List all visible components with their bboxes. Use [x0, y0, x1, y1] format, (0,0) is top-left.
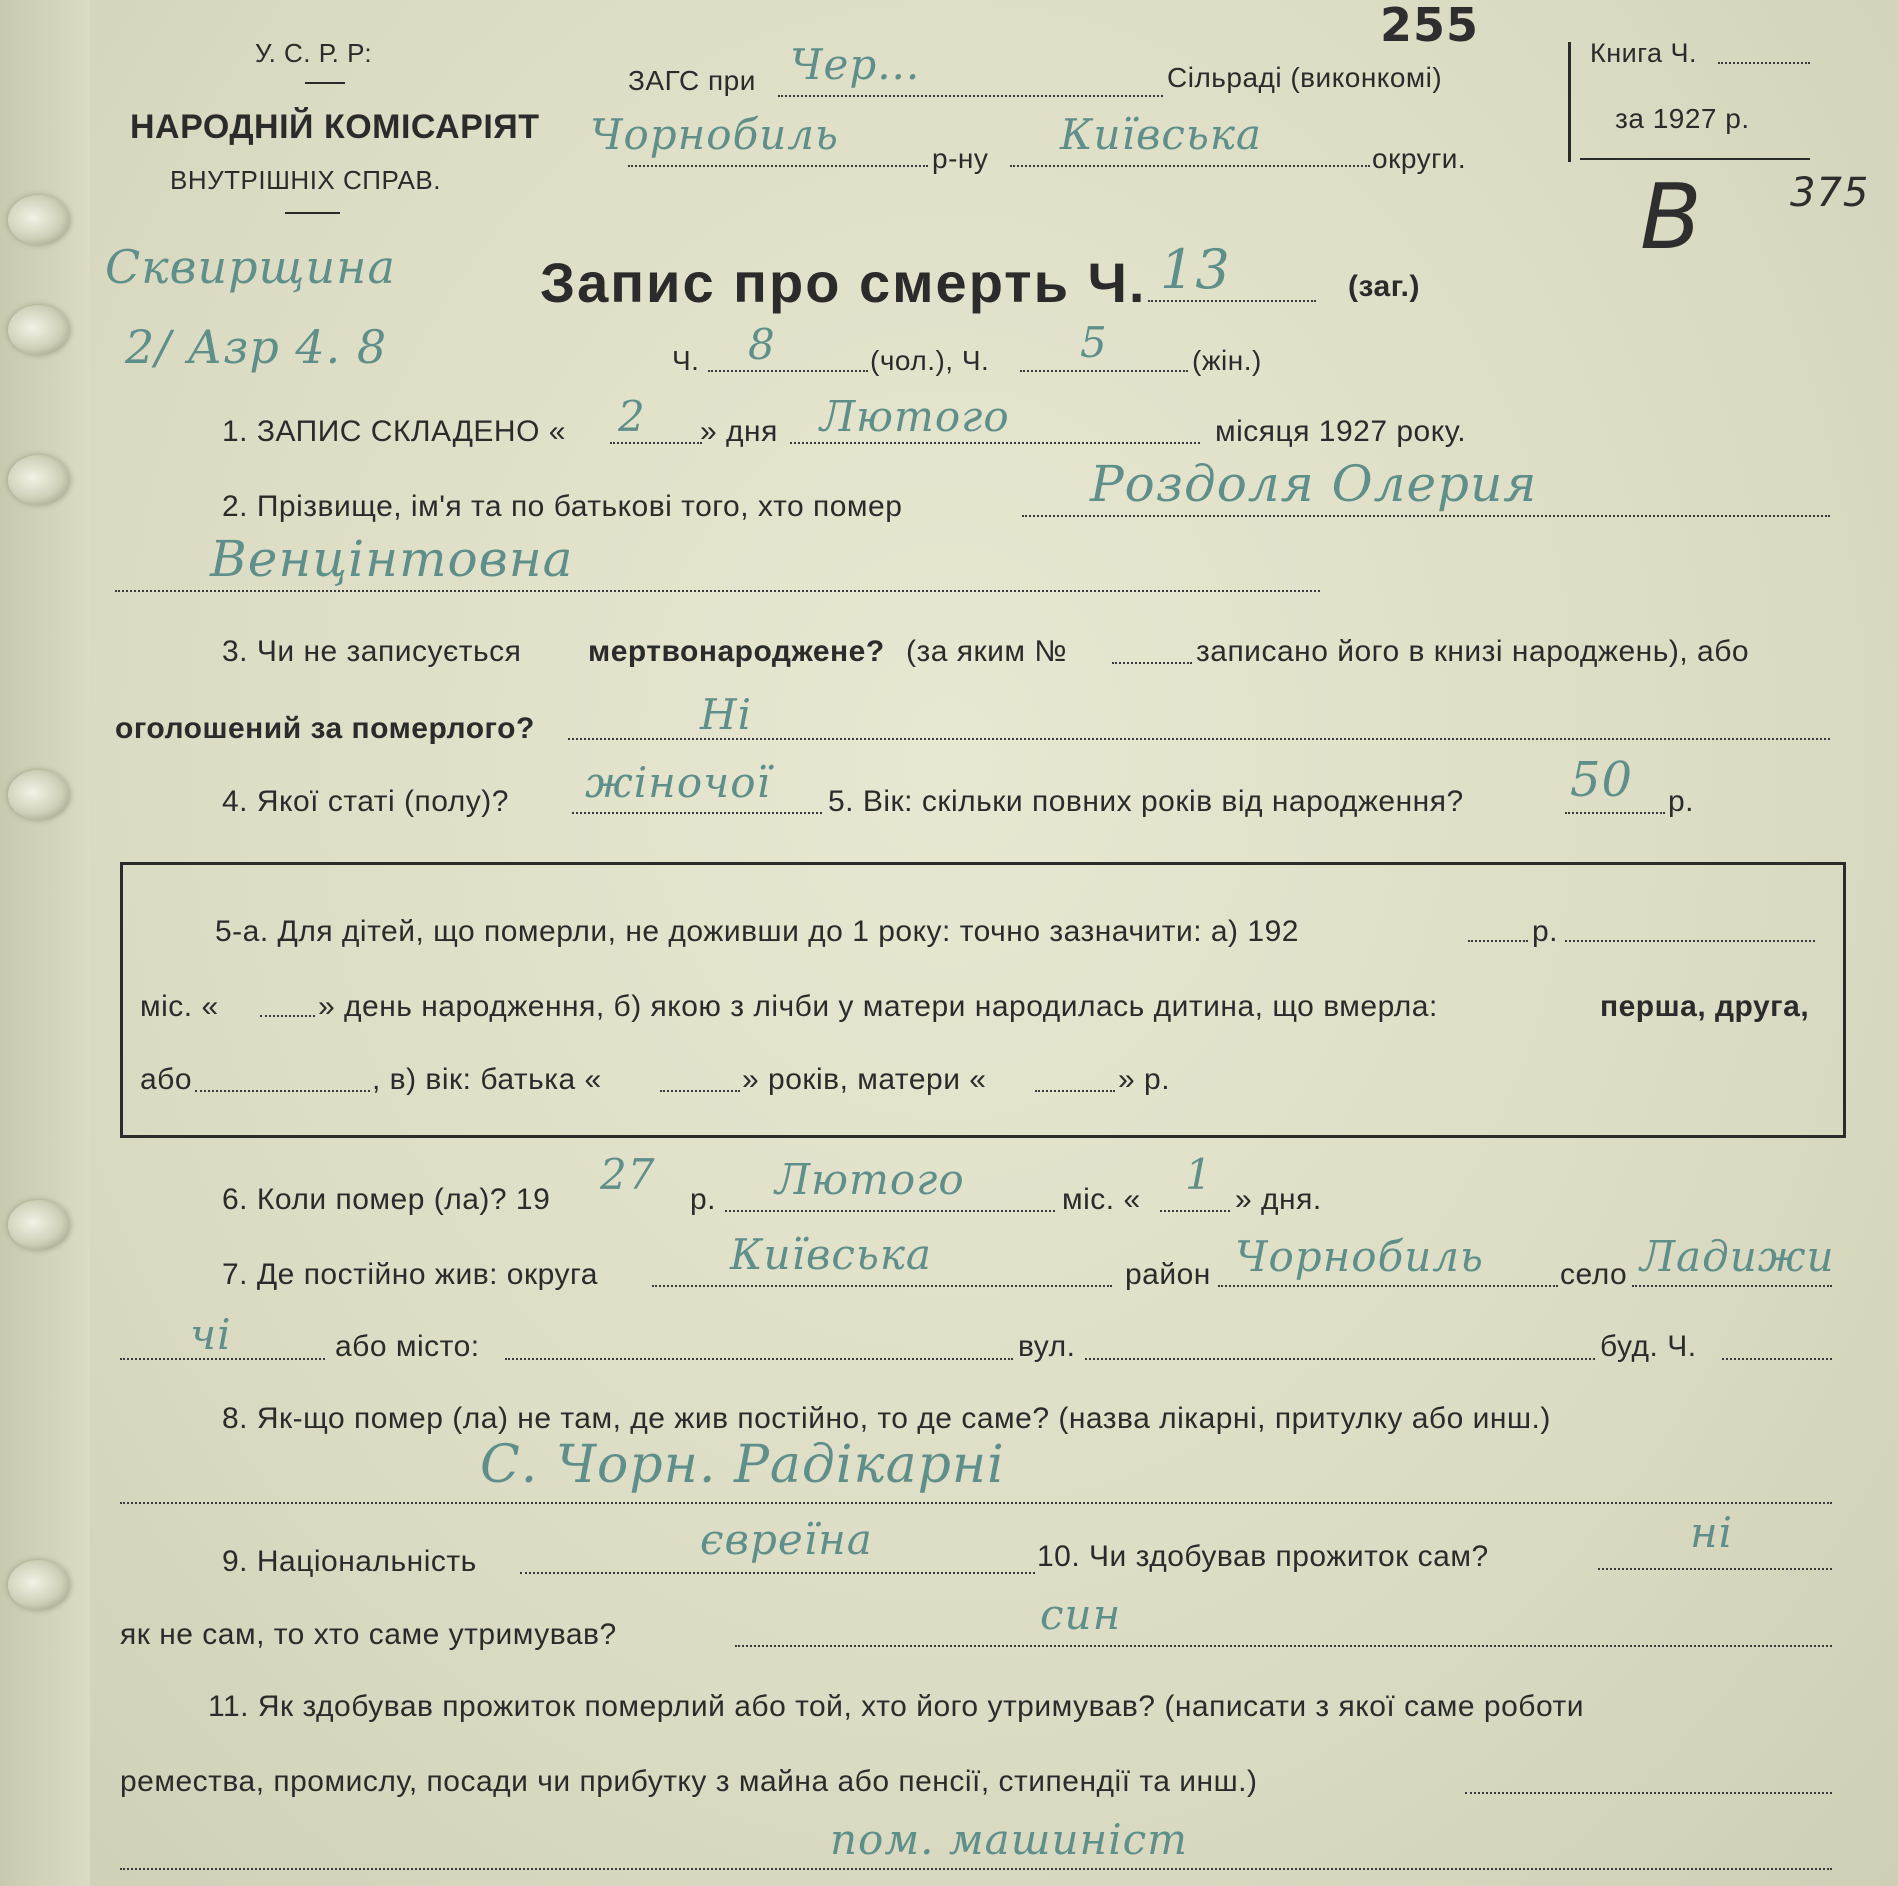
item8-value: С. Чорн. Радікарні: [480, 1435, 1005, 1495]
item5a-line2-a: міс. «: [140, 990, 219, 1023]
page-title: Запис про смерть Ч.: [540, 251, 1147, 314]
fill-line: [1632, 1285, 1832, 1287]
fill-line: [628, 165, 928, 167]
total-label: (заг.): [1348, 270, 1421, 303]
item9-value: євреїна: [700, 1515, 873, 1564]
binding-hole: [8, 770, 70, 820]
item6-b: р.: [690, 1183, 717, 1216]
divider: [285, 212, 340, 214]
okruha-value: Київська: [1060, 110, 1262, 159]
fill-line: [778, 95, 1163, 97]
male-count: 8: [748, 320, 776, 369]
item6-c: міс. «: [1062, 1183, 1141, 1216]
fill-line: [1718, 62, 1810, 64]
item10-value: ні: [1690, 1508, 1734, 1557]
item10-label: 10. Чи здобував прожиток сам?: [1037, 1540, 1489, 1573]
item5a-line1-b: р.: [1532, 915, 1559, 948]
item10b-value: син: [1040, 1590, 1122, 1639]
fill-line: [1598, 1568, 1832, 1570]
fill-line: [708, 370, 868, 372]
item6-a: 6. Коли помер (ла)? 19: [222, 1183, 551, 1216]
item5a-line2-c: перша, друга,: [1600, 990, 1810, 1023]
deceased-patronymic: Венцінтовна: [210, 530, 574, 588]
item6-month: Лютого: [775, 1155, 965, 1204]
divider: [305, 82, 345, 84]
item10b-label: як не сам, то хто саме утримував?: [120, 1618, 617, 1651]
female-label: (жін.): [1192, 345, 1262, 376]
rayon-value: Чорнобиль: [590, 110, 839, 159]
fill-line: [1468, 940, 1528, 942]
fill-line: [1722, 1358, 1832, 1360]
item5a-line3-b: , в) вік: батька «: [372, 1063, 602, 1096]
letter-mark: В: [1640, 165, 1703, 270]
male-prefix: Ч.: [672, 345, 700, 376]
fill-line: [260, 1015, 315, 1017]
margin-note: 2/ Азр 4. 8: [125, 320, 388, 374]
item7-c: село: [1560, 1258, 1628, 1291]
total-number: 13: [1160, 238, 1231, 301]
item3-b: мертвонароджене?: [588, 635, 885, 668]
item1-suffix: місяця 1927 року.: [1215, 415, 1467, 448]
item6-d: » дня.: [1235, 1183, 1322, 1216]
item7-d: або місто:: [335, 1330, 480, 1363]
item1-day: 2: [618, 392, 646, 441]
item7-selo-cont: чі: [190, 1310, 232, 1359]
divider: [1580, 158, 1810, 160]
zags-suffix: Сільраді (виконкомі): [1167, 62, 1443, 93]
fill-line: [725, 1210, 1055, 1212]
fill-line: [1085, 1358, 1595, 1360]
item2-label: 2. Прізвище, ім'я та по батькові того, хто помер: [222, 490, 903, 523]
book-label: Книга Ч.: [1590, 38, 1697, 68]
binding-hole: [8, 1560, 70, 1610]
binding-hole: [8, 195, 70, 245]
item5a-line2-b: » день народження, б) якою з лічби у матери народилась дитина, що вмерла:: [318, 990, 1438, 1023]
fill-line: [1218, 1285, 1558, 1287]
item7-f: буд. Ч.: [1600, 1330, 1697, 1363]
corner-number: 375: [1790, 170, 1870, 216]
item5-unit: р.: [1668, 785, 1695, 818]
item3-a: 3. Чи не записується: [222, 635, 522, 668]
item6-day: 1: [1185, 1150, 1213, 1199]
item3-d: записано його в книзі народжень), або: [1196, 635, 1750, 668]
fill-line: [520, 1572, 1035, 1574]
item5a-line3-c: » років, матери «: [742, 1063, 987, 1096]
fill-line: [195, 1090, 370, 1092]
item5-value: 50: [1570, 752, 1634, 808]
male-label: (чол.), Ч.: [870, 345, 990, 376]
zags-prefix: ЗАГС при: [628, 65, 756, 96]
item4-value: жіночої: [585, 758, 771, 807]
fill-line: [1020, 370, 1188, 372]
item1-mid: » дня: [700, 415, 778, 448]
item11-value: пом. машиніст: [830, 1815, 1189, 1864]
fill-line: [652, 1285, 1112, 1287]
fill-line: [120, 1502, 1832, 1504]
item1-prefix: 1. ЗАПИС СКЛАДЕНО «: [222, 415, 566, 448]
item7-e: вул.: [1018, 1330, 1076, 1363]
item6-year: 27: [600, 1150, 656, 1199]
fill-line: [120, 1868, 1832, 1870]
fill-line: [790, 442, 1200, 444]
fill-line: [115, 590, 1320, 592]
fill-line: [1160, 1210, 1230, 1212]
item3-c: (за яким №: [906, 635, 1068, 668]
female-count: 5: [1080, 318, 1108, 367]
item5a-line1: 5-а. Для дітей, що померли, не доживши до 1 року: точно зазначити: а) 192: [215, 915, 1299, 948]
binding-hole: [8, 455, 70, 505]
department-label: ВНУТРІШНІХ СПРАВ.: [170, 165, 441, 195]
selrada-value: Чер...: [790, 40, 921, 89]
item3-value: Ні: [700, 690, 753, 739]
binding-hole: [8, 305, 70, 355]
deceased-name: Роздоля Олерия: [1090, 455, 1538, 513]
fill-line: [735, 1645, 1832, 1647]
commissariat-label: НАРОДНІЙ КОМІСАРІЯТ: [130, 108, 540, 146]
fill-line: [1112, 662, 1192, 664]
fill-line: [1465, 1792, 1832, 1794]
item8-label: 8. Як-що помер (ла) не там, де жив постійно, то де саме? (назва лікарні, притулку або инш.): [222, 1402, 1551, 1435]
item3-e: оголошений за померлого?: [115, 712, 535, 745]
fill-line: [1035, 1090, 1115, 1092]
item7-b: район: [1125, 1258, 1211, 1291]
item11-line2: ремества, промислу, посади чи прибутку з майна або пенсії, стипендії та инш.): [120, 1765, 1258, 1798]
item4-label: 4. Якої статі (полу)?: [222, 785, 509, 818]
fill-line: [505, 1358, 1013, 1360]
fill-line: [568, 738, 1830, 740]
item9-label: 9. Національність: [222, 1545, 477, 1578]
item7-okruha: Київська: [730, 1230, 932, 1279]
item5-label: 5. Вік: скільки повних років від народження?: [828, 785, 1464, 818]
fill-line: [1010, 165, 1370, 167]
item7-selo: Ладижи: [1640, 1232, 1835, 1281]
fill-line: [660, 1090, 740, 1092]
fill-line: [1022, 515, 1830, 517]
usrr-label: У. С. Р. Р:: [255, 38, 373, 68]
book-box-edge: [1568, 42, 1571, 162]
okruha-suffix: округи.: [1372, 143, 1467, 174]
rayon-suffix: р-ну: [932, 143, 989, 174]
fill-line: [572, 812, 822, 814]
item5a-line3-d: » р.: [1118, 1063, 1171, 1096]
fill-line: [1565, 940, 1815, 942]
margin-note: Сквирщина: [105, 240, 396, 294]
item7-rayon: Чорнобиль: [1235, 1232, 1484, 1281]
book-year: за 1927 р.: [1615, 103, 1750, 134]
fill-line: [610, 442, 702, 444]
item11-line1: 11. Як здобував прожиток померлий або той, хто його утримував? (написати з якої саме роботи: [208, 1690, 1584, 1723]
fill-line: [1565, 812, 1665, 814]
item1-month: Лютого: [820, 392, 1010, 441]
top-number: 255: [1380, 0, 1480, 52]
binding-hole: [8, 1200, 70, 1250]
item7-a: 7. Де постійно жив: округа: [222, 1258, 598, 1291]
item5a-line3-a: або: [140, 1063, 193, 1096]
